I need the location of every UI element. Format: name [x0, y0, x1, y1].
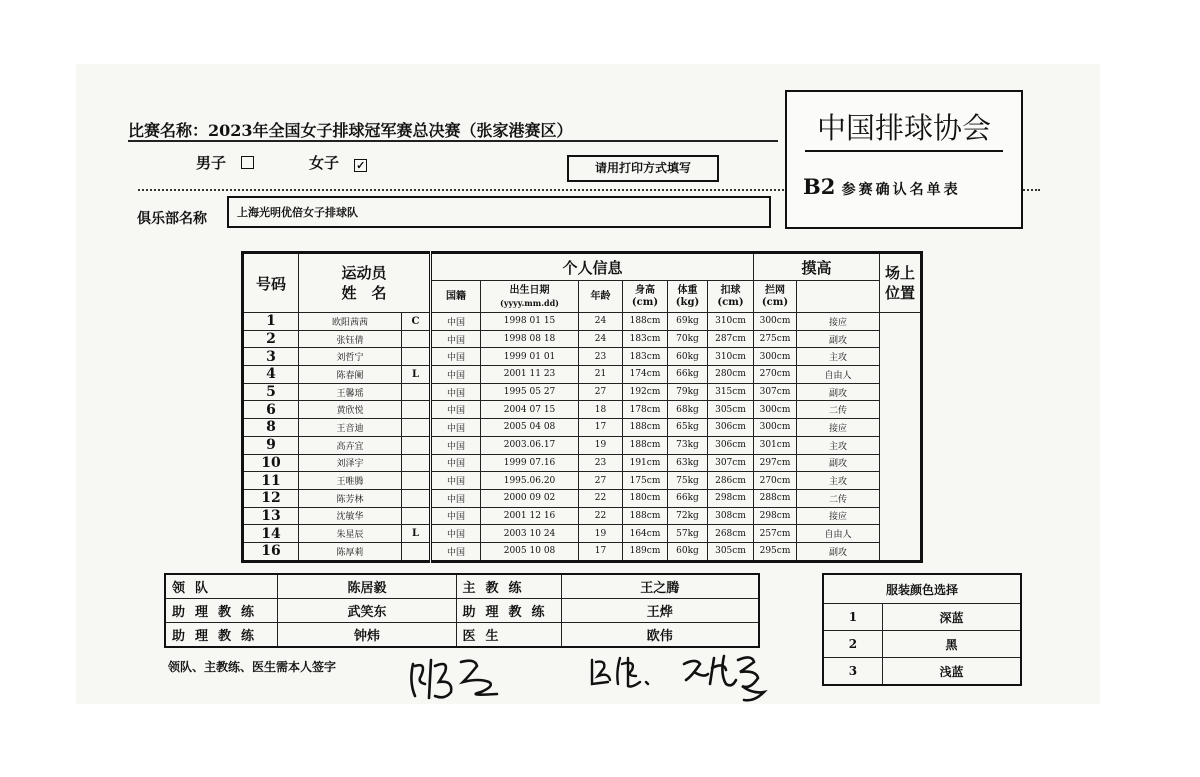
player-nationality: 中国	[431, 489, 481, 507]
player-spike-reach: 305cm	[708, 401, 754, 419]
player-height: 178cm	[623, 401, 668, 419]
club-name: 上海光明优倍女子排球队	[237, 206, 358, 219]
player-birth-date: 1999 01 01	[481, 348, 579, 366]
uniform-option-color: 浅蓝	[882, 658, 1021, 686]
player-position: 副攻	[797, 330, 880, 348]
player-weight: 57kg	[668, 525, 708, 543]
uniform-color-body	[823, 574, 1021, 685]
header-birth-line1: 出生日期	[509, 284, 550, 296]
dotted-divider	[138, 189, 788, 191]
player-birth-date: 2001 12 16	[481, 507, 579, 525]
table-row	[243, 542, 922, 561]
player-weight: 60kg	[668, 348, 708, 366]
player-position: 副攻	[797, 383, 880, 401]
player-age: 17	[579, 419, 623, 437]
player-weight: 63kg	[668, 454, 708, 472]
player-role	[402, 419, 431, 437]
player-weight: 66kg	[668, 489, 708, 507]
table-row	[243, 436, 922, 454]
header-athlete	[299, 253, 431, 313]
staff-role-left: 领队	[165, 574, 278, 599]
player-birth-date: 1995 05 27	[481, 383, 579, 401]
header-spike-line2: (cm)	[717, 296, 744, 308]
player-age: 19	[579, 525, 623, 543]
table-row	[243, 401, 922, 419]
player-nationality: 中国	[431, 330, 481, 348]
player-age: 22	[579, 489, 623, 507]
table-row	[243, 525, 922, 543]
header-athlete-line2: 姓 名	[341, 284, 387, 302]
player-height: 188cm	[623, 507, 668, 525]
player-block-reach: 300cm	[754, 348, 797, 366]
uniform-color-table	[822, 573, 1022, 686]
player-role	[402, 330, 431, 348]
player-spike-reach: 306cm	[708, 419, 754, 437]
player-nationality: 中国	[431, 507, 481, 525]
player-position: 主攻	[797, 348, 880, 366]
player-birth-date: 2000 09 02	[481, 489, 579, 507]
gender-female-label: 女子	[309, 154, 340, 172]
player-weight: 69kg	[668, 313, 708, 331]
player-role	[402, 542, 431, 561]
player-height: 183cm	[623, 330, 668, 348]
player-name: 朱星辰	[299, 525, 402, 543]
player-nationality: 中国	[431, 419, 481, 437]
player-number: 5	[243, 383, 299, 401]
player-number: 10	[243, 454, 299, 472]
female-checkbox[interactable]: ✓	[356, 159, 366, 172]
header-block	[754, 281, 797, 313]
player-nationality: 中国	[431, 313, 481, 331]
player-name: 陈春阑	[299, 366, 402, 384]
player-name: 王音迪	[299, 419, 402, 437]
player-spike-reach: 310cm	[708, 313, 754, 331]
player-birth-date: 1998 01 15	[481, 313, 579, 331]
player-spike-reach: 306cm	[708, 436, 754, 454]
player-height: 180cm	[623, 489, 668, 507]
player-weight: 65kg	[668, 419, 708, 437]
signature-note: 领队、主教练、医生需本人签字	[168, 660, 337, 674]
competition-title	[128, 118, 573, 141]
player-role: L	[402, 525, 431, 543]
player-block-reach: 270cm	[754, 472, 797, 490]
player-name: 沈敏华	[299, 507, 402, 525]
header-position-line2: 位置	[884, 284, 915, 302]
player-number: 9	[243, 436, 299, 454]
player-position: 主攻	[797, 436, 880, 454]
uniform-color-title: 服装颜色选择	[823, 574, 1021, 604]
staff-name-left: 陈居毅	[278, 574, 456, 599]
print-notice: 请用打印方式填写	[567, 155, 719, 182]
player-number: 11	[243, 472, 299, 490]
player-role: C	[402, 313, 431, 331]
player-position: 自由人	[797, 525, 880, 543]
gender-male	[196, 152, 254, 173]
player-block-reach: 301cm	[754, 436, 797, 454]
player-block-reach: 300cm	[754, 313, 797, 331]
player-spike-reach: 287cm	[708, 330, 754, 348]
club-name-field[interactable]	[227, 196, 771, 228]
player-position: 副攻	[797, 454, 880, 472]
player-age: 24	[579, 313, 623, 331]
roster-table	[241, 251, 923, 563]
table-row	[243, 348, 922, 366]
player-name: 黄欣悦	[299, 401, 402, 419]
player-position: 主攻	[797, 472, 880, 490]
staff-name-right: 王之腾	[561, 574, 759, 599]
player-nationality: 中国	[431, 348, 481, 366]
uniform-color-row	[823, 658, 1021, 686]
male-checkbox[interactable]	[241, 156, 254, 169]
player-weight: 60kg	[668, 542, 708, 561]
header-weight	[668, 281, 708, 313]
header-birth	[481, 281, 579, 313]
player-name: 刘泽宇	[299, 454, 402, 472]
player-weight: 75kg	[668, 472, 708, 490]
player-block-reach: 275cm	[754, 330, 797, 348]
player-number: 12	[243, 489, 299, 507]
form-code-line	[803, 174, 961, 199]
player-name: 张钰倩	[299, 330, 402, 348]
player-weight: 70kg	[668, 330, 708, 348]
player-role: L	[402, 366, 431, 384]
player-birth-date: 2005 10 08	[481, 542, 579, 561]
player-number: 3	[243, 348, 299, 366]
player-role	[402, 489, 431, 507]
header-age: 年龄	[579, 281, 623, 313]
player-age: 27	[579, 472, 623, 490]
player-name: 高卉宜	[299, 436, 402, 454]
uniform-color-row	[823, 604, 1021, 631]
header-position-line1: 场上	[884, 264, 915, 282]
association-underline	[805, 150, 1003, 152]
player-weight: 68kg	[668, 401, 708, 419]
table-row	[243, 330, 922, 348]
player-spike-reach: 286cm	[708, 472, 754, 490]
player-position: 二传	[797, 401, 880, 419]
player-spike-reach: 280cm	[708, 366, 754, 384]
player-block-reach: 257cm	[754, 525, 797, 543]
association-name: 中国排球协会	[816, 111, 991, 145]
header-spike-line1: 扣球	[720, 284, 741, 296]
header-birth-line2: (yyyy.mm.dd)	[500, 297, 559, 308]
uniform-color-row	[823, 631, 1021, 658]
player-role	[402, 472, 431, 490]
player-nationality: 中国	[431, 436, 481, 454]
form-title: 参赛确认名单表	[841, 182, 961, 198]
player-role	[402, 401, 431, 419]
player-spike-reach: 310cm	[708, 348, 754, 366]
header-block-line2: (cm)	[761, 296, 789, 308]
player-weight: 79kg	[668, 383, 708, 401]
player-nationality: 中国	[431, 366, 481, 384]
player-position: 接应	[797, 419, 880, 437]
player-birth-date: 2004 07 15	[481, 401, 579, 419]
player-number: 6	[243, 401, 299, 419]
player-age: 23	[579, 348, 623, 366]
player-role	[402, 383, 431, 401]
signature-doctor	[586, 652, 666, 692]
player-age: 22	[579, 507, 623, 525]
player-block-reach: 298cm	[754, 507, 797, 525]
player-number: 1	[243, 313, 299, 331]
player-height: 188cm	[623, 419, 668, 437]
player-name: 王唯腾	[299, 472, 402, 490]
player-spike-reach: 268cm	[708, 525, 754, 543]
player-age: 19	[579, 436, 623, 454]
header-block-line1: 拦网	[765, 284, 785, 296]
table-row	[243, 472, 922, 490]
player-number: 16	[243, 542, 299, 561]
header-reach: 摸高	[754, 253, 880, 281]
player-weight: 72kg	[668, 507, 708, 525]
player-height: 175cm	[623, 472, 668, 490]
player-block-reach: 300cm	[754, 401, 797, 419]
staff-role-left: 助理教练	[165, 623, 278, 648]
player-position: 自由人	[797, 366, 880, 384]
competition-label: 比赛名称：	[128, 121, 209, 140]
player-block-reach: 300cm	[754, 419, 797, 437]
table-row	[243, 313, 922, 331]
uniform-option-number: 2	[823, 631, 882, 658]
player-height: 192cm	[623, 383, 668, 401]
table-row	[243, 366, 922, 384]
header-height-line2: (cm)	[631, 296, 659, 308]
header-athlete-line1: 运动员	[341, 264, 387, 282]
uniform-option-color: 深蓝	[882, 604, 1021, 631]
staff-role-right: 助理教练	[456, 599, 561, 623]
player-number: 2	[243, 330, 299, 348]
staff-name-left: 钟炜	[278, 623, 456, 648]
player-nationality: 中国	[431, 454, 481, 472]
roster-body	[243, 313, 922, 562]
player-age: 24	[579, 330, 623, 348]
player-spike-reach: 315cm	[708, 383, 754, 401]
player-position: 接应	[797, 313, 880, 331]
player-position: 接应	[797, 507, 880, 525]
header-position	[880, 253, 922, 313]
table-row	[243, 419, 922, 437]
player-height: 174cm	[623, 366, 668, 384]
table-row	[243, 507, 922, 525]
player-nationality: 中国	[431, 525, 481, 543]
player-height: 183cm	[623, 348, 668, 366]
staff-name-right: 欧伟	[561, 623, 759, 648]
table-row	[243, 454, 922, 472]
player-name: 欧阳茜茜	[299, 313, 402, 331]
player-block-reach: 288cm	[754, 489, 797, 507]
player-age: 17	[579, 542, 623, 561]
player-nationality: 中国	[431, 383, 481, 401]
player-age: 21	[579, 366, 623, 384]
uniform-option-number: 1	[823, 604, 882, 631]
staff-table	[164, 573, 760, 648]
gender-female	[309, 152, 367, 173]
player-age: 18	[579, 401, 623, 419]
player-number: 14	[243, 525, 299, 543]
player-block-reach: 295cm	[754, 542, 797, 561]
player-name: 陈芳林	[299, 489, 402, 507]
player-role	[402, 507, 431, 525]
player-height: 191cm	[623, 454, 668, 472]
player-spike-reach: 308cm	[708, 507, 754, 525]
player-nationality: 中国	[431, 401, 481, 419]
gender-male-label: 男子	[196, 154, 227, 172]
form-code: B2	[803, 174, 836, 199]
header-spike	[708, 281, 754, 313]
header-height	[623, 281, 668, 313]
header-height-line1: 身高	[635, 284, 655, 296]
player-number: 4	[243, 366, 299, 384]
player-number: 13	[243, 507, 299, 525]
staff-name-right: 王烨	[561, 599, 759, 623]
player-block-reach: 270cm	[754, 366, 797, 384]
table-row	[243, 383, 922, 401]
header-weight-line2: (kg)	[675, 296, 700, 308]
player-block-reach: 307cm	[754, 383, 797, 401]
player-birth-date: 2001 11 23	[481, 366, 579, 384]
header-number: 号码	[243, 253, 299, 313]
staff-row	[165, 574, 759, 599]
staff-body	[165, 574, 759, 647]
player-nationality: 中国	[431, 472, 481, 490]
signature-head-coach	[680, 650, 770, 706]
player-number: 8	[243, 419, 299, 437]
player-role	[402, 436, 431, 454]
staff-row	[165, 623, 759, 648]
staff-role-left: 助理教练	[165, 599, 278, 623]
player-birth-date: 1995.06.20	[481, 472, 579, 490]
dotted-divider-right	[1020, 189, 1040, 191]
player-birth-date: 1998 08 18	[481, 330, 579, 348]
player-name: 王馨瑶	[299, 383, 402, 401]
player-height: 164cm	[623, 525, 668, 543]
player-spike-reach: 305cm	[708, 542, 754, 561]
player-spike-reach: 307cm	[708, 454, 754, 472]
uniform-option-number: 3	[823, 658, 882, 686]
player-spike-reach: 298cm	[708, 489, 754, 507]
club-label: 俱乐部名称	[137, 211, 207, 227]
uniform-option-color: 黑	[882, 631, 1021, 658]
table-row	[243, 489, 922, 507]
header-weight-line1: 体重	[677, 284, 698, 296]
player-height: 189cm	[623, 542, 668, 561]
staff-name-left: 武笑东	[278, 599, 456, 623]
player-birth-date: 2003 10 24	[481, 525, 579, 543]
signature-team-leader	[405, 652, 515, 704]
player-weight: 66kg	[668, 366, 708, 384]
competition-name: 2023年全国女子排球冠军赛总决赛（张家港赛区）	[208, 121, 573, 140]
staff-role-right: 医生	[456, 623, 561, 648]
player-position: 二传	[797, 489, 880, 507]
player-height: 188cm	[623, 313, 668, 331]
player-birth-date: 2003.06.17	[481, 436, 579, 454]
staff-row	[165, 599, 759, 623]
player-weight: 73kg	[668, 436, 708, 454]
player-age: 23	[579, 454, 623, 472]
player-nationality: 中国	[431, 542, 481, 561]
header-personal-info: 个人信息	[431, 253, 754, 281]
title-underline	[128, 140, 778, 142]
player-name: 陈厚莉	[299, 542, 402, 561]
player-height: 188cm	[623, 436, 668, 454]
player-position: 副攻	[797, 542, 880, 561]
association-box	[785, 90, 1023, 229]
player-role	[402, 454, 431, 472]
player-role	[402, 348, 431, 366]
staff-role-right: 主教练	[456, 574, 561, 599]
header-nationality: 国籍	[431, 281, 481, 313]
player-name: 刘哲宁	[299, 348, 402, 366]
player-birth-date: 2005 04 08	[481, 419, 579, 437]
player-age: 27	[579, 383, 623, 401]
player-block-reach: 297cm	[754, 454, 797, 472]
player-birth-date: 1999 07.16	[481, 454, 579, 472]
